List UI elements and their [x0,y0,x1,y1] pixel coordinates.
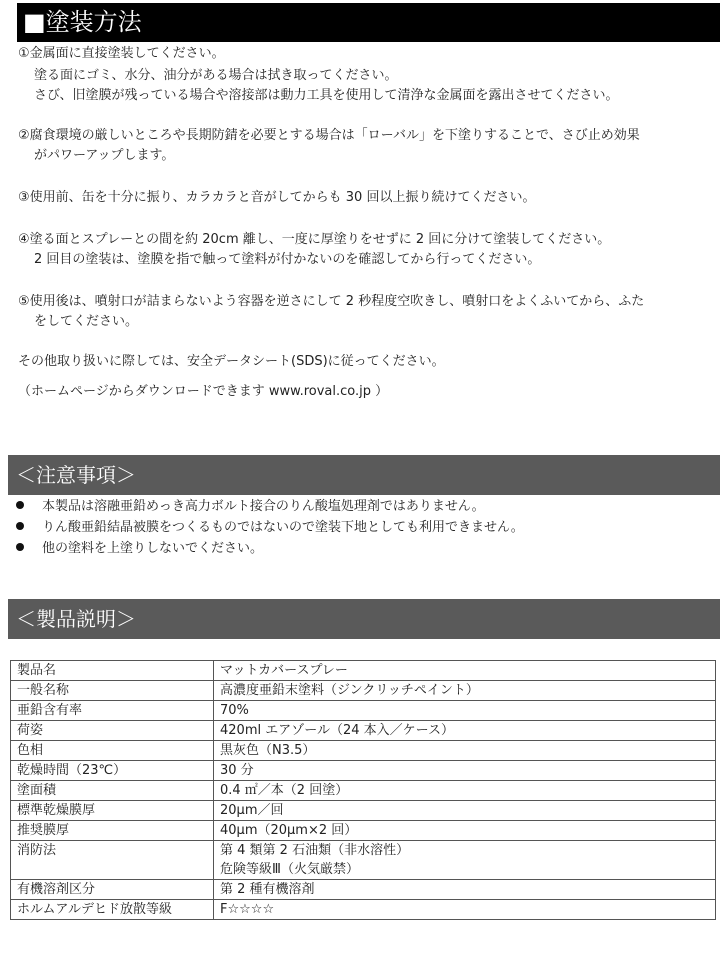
bullet-icon [16,501,24,509]
spec-key: 荷姿 [11,721,214,741]
step-2-line-1: ②腐食環境の厳しいところや長期防錆を必要とする場合は「ローバル」を下塗りすることで、さび止め効果 [18,128,640,143]
spec-key: 推奨膜厚 [11,821,214,841]
step-1-line-2: 塗る面にゴミ、水分、油分がある場合は拭き取ってください。 [34,68,398,83]
caution-item [16,497,485,517]
caution-text: 他の塗料を上塗りしないでください。 [42,541,264,556]
download-note: （ホームページからダウンロードできます www.roval.co.jp ） [18,384,389,399]
table-row [11,801,716,821]
step-4-line-2: 2 回目の塗装は、塗膜を指で触って塗料が付かないのを確認してから行ってください。 [34,252,541,267]
spec-value-line: 第 4 類第 2 石油類（非水溶性） [220,843,410,858]
table-row [11,721,716,741]
spec-key: 色相 [11,741,214,761]
step-2-line-2: がパワーアップします。 [34,148,175,163]
bullet-icon [16,543,24,551]
table-row [11,761,716,781]
spec-value: 20μm／回 [214,801,716,821]
product-spec-table [10,660,716,920]
caution-text: りん酸亜鉛結晶被膜をつくるものではないので塗装下地としても利用できません。 [42,520,524,535]
spec-key: 亜鉛含有率 [11,701,214,721]
spec-key: 一般名称 [11,681,214,701]
step-1-line-1: ①金属面に直接塗装してください。 [18,46,225,61]
table-row [11,880,716,900]
table-row [11,781,716,801]
caution-item [16,539,263,559]
step-4-line-1: ④塗る面とスプレーとの間を約 20cm 離し、一度に厚塗りをせずに 2 回に分けて塗装してください。 [18,232,611,247]
step-5-line-1: ⑤使用後は、噴射口が詰まらないよう容器を逆さにして 2 秒程度空吹きし、噴射口をよくふいてから、ふた [18,294,645,309]
table-row [11,821,716,841]
spec-value [214,841,716,880]
spec-key: 消防法 [11,841,214,880]
spec-value: 高濃度亜鉛末塗料（ジンクリッチペイント） [214,681,716,701]
bullet-icon [16,522,24,530]
table-row [11,741,716,761]
table-row [11,681,716,701]
caution-text: 本製品は溶融亜鉛めっき高力ボルト接合のりん酸塩処理剤ではありません。 [42,499,485,514]
sds-note: その他取り扱いに際しては、安全データシート(SDS)に従ってください。 [18,354,445,369]
spec-key: 標準乾燥膜厚 [11,801,214,821]
spec-value: 40μm（20μm×2 回） [214,821,716,841]
spec-value-line: 危険等級Ⅲ（火気厳禁） [220,862,359,877]
table-row [11,701,716,721]
spec-value: 第 2 種有機溶剤 [214,880,716,900]
spec-key: 有機溶剤区分 [11,880,214,900]
section-header-painting-method: ■塗装方法 [17,3,720,42]
spec-key: 塗面積 [11,781,214,801]
spec-value: F☆☆☆☆ [214,900,716,920]
spec-key: 乾燥時間（23℃） [11,761,214,781]
spec-value: 30 分 [214,761,716,781]
spec-value: 420ml エアゾール（24 本入／ケース） [214,721,716,741]
section-header-cautions: ＜注意事項＞ [8,455,720,495]
spec-value: 0.4 ㎡／本（2 回塗） [214,781,716,801]
spec-value: 70% [214,701,716,721]
spec-key: 製品名 [11,661,214,681]
table-row [11,841,716,880]
table-row [11,900,716,920]
spec-key: ホルムアルデヒド放散等級 [11,900,214,920]
table-row [11,661,716,681]
step-3-line-1: ③使用前、缶を十分に振り、カラカラと音がしてからも 30 回以上振り続けてください。 [18,190,536,205]
caution-item [16,518,524,538]
spec-value: マットカバースプレー [214,661,716,681]
spec-value: 黒灰色（N3.5） [214,741,716,761]
section-header-product-description: ＜製品説明＞ [8,599,720,639]
step-5-line-2: をしてください。 [34,314,139,329]
step-1-line-3: さび、旧塗膜が残っている場合や溶接部は動力工具を使用して清浄な金属面を露出させてください。 [34,88,619,103]
